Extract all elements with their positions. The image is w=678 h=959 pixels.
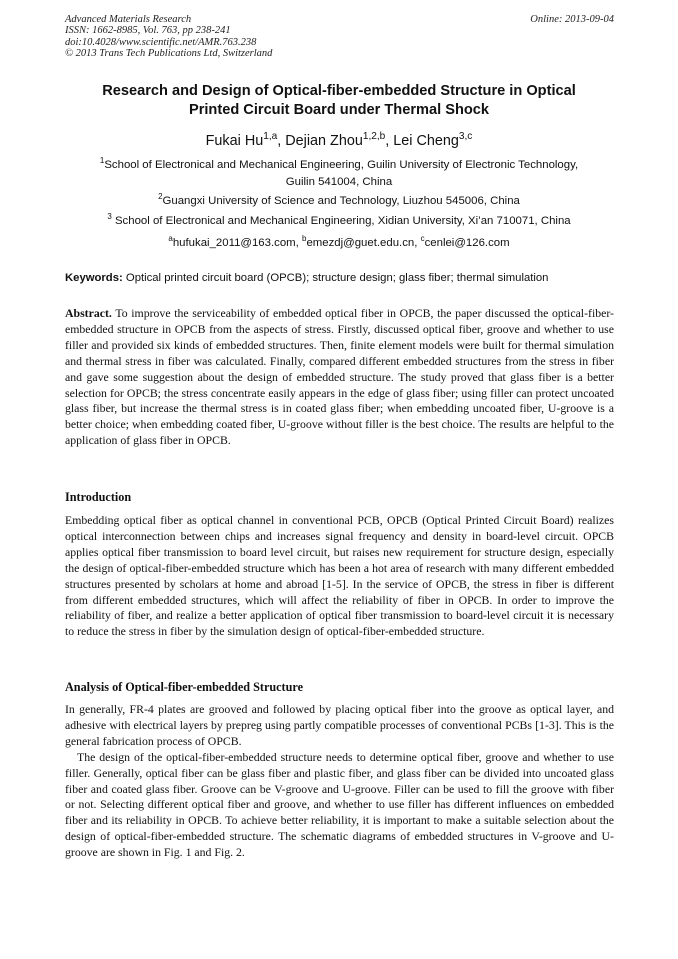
email-address: emezdj@guet.edu.cn, <box>306 237 418 249</box>
email-list <box>55 235 623 252</box>
paper-title <box>40 82 638 119</box>
copyright: © 2013 Trans Tech Publications Ltd, Switzerland <box>65 48 273 60</box>
author-sup: 3,c <box>458 131 473 143</box>
journal-name: Advanced Materials Research <box>65 14 192 25</box>
affiliation-text: Guilin 541004, China <box>285 175 393 188</box>
author-name: Dejian Zhou <box>285 133 363 149</box>
affiliation-text: School of Electronical and Mechanical Engineering, Guilin University of Electronic Technology, <box>104 159 579 171</box>
abstract-label: Abstract. <box>65 306 112 320</box>
paragraph: In generally, FR-4 plates are grooved and followed by placing optical fiber into the groove as optical layer, and adhesive with electrical layers by prepreg using partly compatible processes of conventional PCBs [1-3]. This is the general fabrication process of OPCB. <box>65 702 614 748</box>
email-address: cenlei@126.com <box>424 237 510 249</box>
email-address: hufukai_2011@163.com, <box>172 237 299 249</box>
section-heading-analysis: Analysis of Optical-fiber-embedded Structure <box>65 680 303 694</box>
abstract-text: To improve the serviceability of embedded optical fiber in OPCB, the paper discussed the optical-fiber-embedded structure in OPCB from the aspects of stress. Firstly, discussed optical fiber, groove and whether to use filler and provided six kinds of embedded structures. Then, finite element models were built for thermal simulation and thermal stress in fiber was calculated. Finally, compared different embedded structures from the stress in fiber and gave some suggestion about the design of embedded structure. The study proved that glass fiber is a better selection for OPCB; the stress concentrate easily appears in the edge of glass fiber; using filler can protect uncoated glass fiber, but increase the thermal stress is in coated glass fiber; when embedding uncoated fiber, U-groove is a better choice; when embedding coated fiber, U-groove without filler is the best choice. The results are helpful to the application of glass fiber in OPCB. <box>65 306 614 448</box>
journal-header <box>65 14 614 60</box>
author-name: Fukai Hu <box>205 133 264 149</box>
analysis-section <box>65 702 614 861</box>
author-name: Lei Cheng <box>393 133 459 149</box>
affiliation-1 <box>55 157 623 190</box>
author-list: Fukai Hu$^{1,a}$, Dejian Zhou$^{1,2,b}$, Lei Cheng$^{3,c}$ <box>205 131 473 149</box>
title-line-2: Printed Circuit Board under Thermal Shock <box>188 101 490 118</box>
issn: ISSN: 1662-8985, Vol. 763, pp 238-241 <box>65 25 231 37</box>
keywords-text: Optical printed circuit board (OPCB); structure design; glass fiber; thermal simulation <box>125 272 549 284</box>
email-sup: a <box>168 234 173 244</box>
doi: doi:10.4028/www.scientific.net/AMR.763.238 <box>65 36 257 48</box>
keywords <box>65 271 618 286</box>
keywords-label: Keywords: <box>65 272 123 284</box>
author-sup: 1,2,b <box>362 131 386 143</box>
online-date: Online: 2013-09-04 <box>530 14 614 25</box>
section-heading-introduction: Introduction <box>65 490 132 504</box>
abstract <box>65 306 614 449</box>
affiliation-num: 3 <box>107 212 112 222</box>
affiliation-3 <box>40 213 638 230</box>
paragraph: The design of the optical-fiber-embedded structure needs to determine optical fiber, groove and whether to use filler. Generally, optical fiber can be glass fiber and plastic fiber, and glass fiber can be divided into uncoated glass fiber and coated glass fiber. Groove can be V-groove and U-groove. Filler can be used to fill the groove with fiber or not. Selecting different optical fiber and groove, and whether to use filler has different influences on embedded fiber and its reliability in OPCB. To achieve better reliability, it is important to make a suitable selection about the design of optical-fiber-embedded structure. The schematic diagrams of embedded structures in V-groove and U-groove are shown in Fig. 1 and Fig. 2. <box>65 749 614 860</box>
affiliation-2 <box>55 193 623 210</box>
email-sup: b <box>302 234 307 244</box>
affiliation-text: School of Electronical and Mechanical Engineering, Xidian University, Xi’an 710071, China <box>114 215 571 227</box>
paragraph: Embedding optical fiber as optical channel in conventional PCB, OPCB (Optical Printed Circuit Board) realizes optical interconnection between chips and increases signal frequency and density in board-level circuit. OPCB applies optical fiber transmission to board level circuit, but raises new requirement for structure design, especially the design of optical-fiber-embedded structure which has been a hot area of research with many different embedded structures presented by scholars at home and abroad [1-5]. In the service of OPCB, the stress in fiber is different from different embedded structures, which will affect the reliability of fiber in OPCB. In order to improve the reliability of fiber, and realize a better application of optical fiber transmission to board-level circuit it is necessary to reduce the stress in fiber by the simulation design of optical-fiber-embedded structure. <box>65 513 614 639</box>
affiliation-num: 1 <box>99 156 105 166</box>
email-sup: c <box>420 234 425 244</box>
affiliation-num: 2 <box>158 192 163 202</box>
title-line-1: Research and Design of Optical-fiber-embedded Structure in Optical <box>102 83 576 99</box>
affiliation-text: Guangxi University of Science and Technology, Liuzhou 545006, China <box>162 195 520 207</box>
introduction-paragraph <box>65 513 614 640</box>
author-sup: 1,a <box>263 131 278 143</box>
